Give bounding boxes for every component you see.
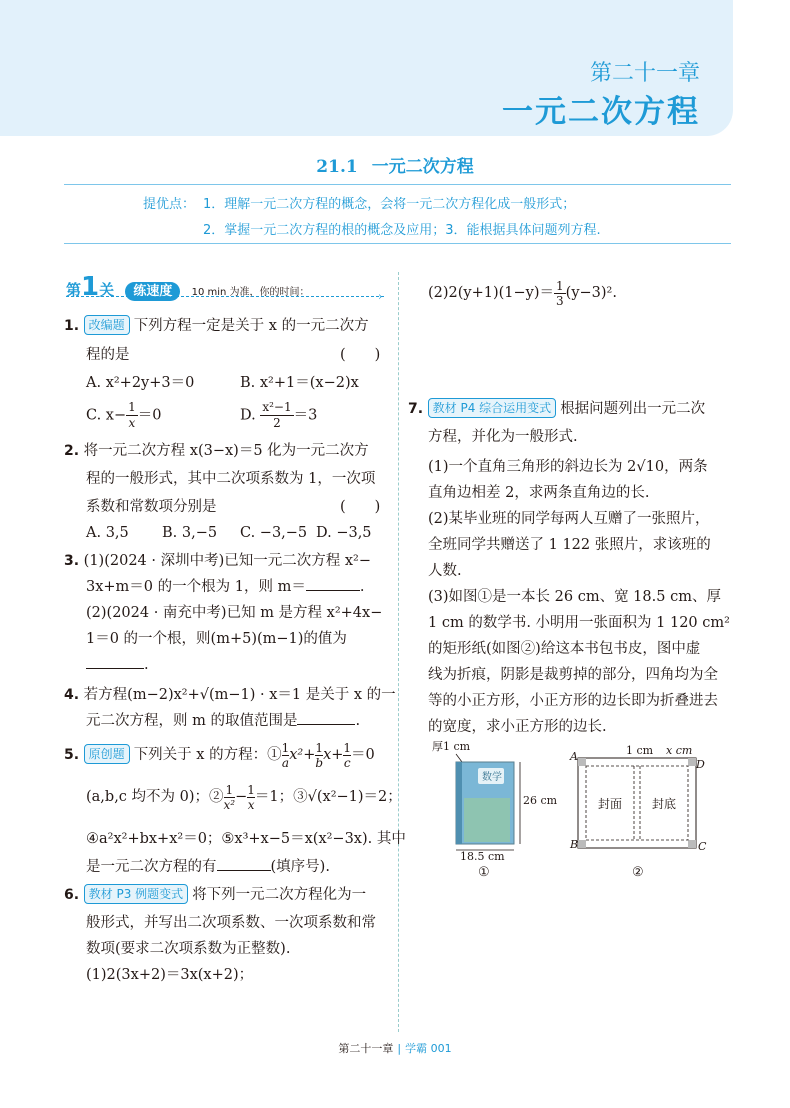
level-suffix: 关 bbox=[99, 281, 115, 299]
fig2-label: ② bbox=[632, 865, 644, 880]
q1-d-prefix: D. bbox=[240, 407, 256, 424]
q7-line-10: 的矩形纸(如图②)给这本书包书皮，图中虚 bbox=[428, 641, 701, 657]
q1-stem-2: 程的是 bbox=[86, 347, 130, 363]
fig2-point-a: A bbox=[570, 750, 578, 763]
q5-frac2-den: b bbox=[315, 755, 324, 770]
fig1-book-illustration bbox=[464, 798, 510, 842]
q1-d-num: x²−1 bbox=[262, 400, 292, 414]
q7-tag: 教材 P4 综合运用变式 bbox=[428, 398, 557, 418]
q5-line-2a: (a,b,c 均不为 0)；② bbox=[86, 789, 224, 805]
fig1-book-title: 数学 bbox=[482, 772, 502, 783]
q5-line-2c: ＝1；③√(x²−1)＝2； bbox=[254, 789, 402, 805]
q5-frac3-den: c bbox=[343, 755, 351, 770]
q5-tag: 原创题 bbox=[84, 744, 130, 764]
level-banner bbox=[66, 272, 310, 302]
q6-number: 6. bbox=[64, 887, 80, 903]
q6-frac-den: 3 bbox=[556, 293, 564, 308]
q1-option-d bbox=[240, 400, 317, 431]
q6-frac-num: 1 bbox=[556, 278, 564, 293]
fig1-thickness-leader bbox=[456, 754, 462, 762]
q6-line-5a: (2)2(y+1)(1−y)＝ bbox=[428, 285, 555, 301]
q1-option-c bbox=[86, 400, 162, 431]
q5-frac5-num: 1 bbox=[247, 782, 255, 797]
q5-frac5-den: x bbox=[247, 797, 255, 812]
q1-stem: 下列方程一定是关于 x 的一元二次方 bbox=[133, 318, 369, 334]
question-7 bbox=[408, 394, 705, 424]
q4-number: 4. bbox=[64, 687, 80, 703]
q1-d-den: 2 bbox=[273, 416, 281, 430]
q2-paren: ( ) bbox=[340, 499, 381, 515]
q6-line-5 bbox=[428, 278, 617, 308]
fig1-thickness-label: 厚1 cm bbox=[432, 740, 471, 753]
fig2-corner-bl bbox=[578, 840, 586, 848]
section-name: 一元二次方程 bbox=[371, 157, 474, 177]
fig1-width-label: 18.5 cm bbox=[460, 850, 505, 863]
q5-frac4-den: x² bbox=[223, 797, 236, 812]
q1-c-num: 1 bbox=[128, 400, 136, 414]
fig1-height-label: 26 cm bbox=[523, 794, 558, 807]
q6-line-2: 般形式，并写出二次项系数、一次项系数和常 bbox=[86, 915, 376, 931]
q1-d-suffix: ＝3 bbox=[293, 407, 318, 424]
q3-line-2b: . bbox=[359, 579, 365, 595]
question-5 bbox=[64, 740, 375, 770]
q6-line-4: (1)2(3x+2)＝3x(x+2)； bbox=[86, 967, 254, 983]
question-6 bbox=[64, 880, 366, 910]
q3-number: 3. bbox=[64, 553, 80, 569]
q5-line-2b: − bbox=[235, 789, 248, 805]
q1-tag: 改编题 bbox=[84, 315, 130, 335]
q2-option-d: D. −3,5 bbox=[316, 525, 372, 541]
q7-line-8: (3)如图①是一本长 26 cm、宽 18.5 cm、厚 bbox=[428, 589, 721, 605]
q5-line-4a: 是一元二次方程的有 bbox=[86, 859, 217, 875]
q5-line-1d: ＝0 bbox=[351, 747, 375, 763]
q2-option-c: C. −3,−5 bbox=[240, 525, 308, 541]
tip-line-2: 2．掌握一元二次方程的根的概念及应用；3．能根据具体问题列方程. bbox=[203, 223, 601, 238]
q4-line-2 bbox=[86, 706, 360, 736]
level-number: 1 bbox=[81, 272, 100, 302]
q5-line-1b: x²+ bbox=[289, 747, 316, 763]
book-cover-figure bbox=[420, 738, 740, 880]
chapter-label: 第二十一章 bbox=[589, 61, 700, 86]
q6-line-5b: (y−3)². bbox=[565, 285, 617, 301]
footer-page-number: 001 bbox=[430, 1042, 452, 1055]
q6-line-3: 数项(要求二次项系数为正整数). bbox=[86, 941, 291, 957]
q5-frac4-num: 1 bbox=[225, 782, 234, 797]
q2-line-3: 系数和常数项分别是 bbox=[86, 499, 217, 515]
q3-line-5-period: . bbox=[144, 657, 149, 673]
q2-number: 2. bbox=[64, 443, 80, 459]
q4-line-2b: . bbox=[355, 713, 361, 729]
level-underline bbox=[66, 296, 384, 297]
q7-line-6: 全班同学共赠送了 1 122 张照片，求该班的 bbox=[428, 537, 711, 553]
q7-line-7: 人数. bbox=[428, 563, 462, 579]
q3-line-1: (1)(2024 · 深圳中考)已知一元二次方程 x²− bbox=[83, 553, 372, 569]
q1-paren: ( ) bbox=[340, 347, 381, 363]
q2-option-b: B. 3,−5 bbox=[162, 525, 218, 541]
q6-line-1: 将下列一元二次方程化为一 bbox=[192, 887, 367, 903]
q5-frac3-num: 1 bbox=[343, 740, 352, 755]
fig2-point-d: D bbox=[696, 758, 705, 771]
fig1-label: ① bbox=[478, 865, 490, 880]
q5-line-4 bbox=[86, 852, 330, 882]
chapter-title: 一元二次方程 bbox=[502, 94, 700, 130]
fig2-front-label: 封面 bbox=[598, 797, 623, 811]
fig2-top-dim: 1 cm bbox=[626, 744, 654, 757]
q4-line-1: 若方程(m−2)x²+√(m−1) · x＝1 是关于 x 的一 bbox=[83, 687, 396, 703]
fig2-corner-dim: x cm bbox=[666, 744, 693, 757]
q3-blank-1[interactable] bbox=[306, 590, 360, 591]
fig2-corner-tl bbox=[578, 758, 586, 766]
q7-line-5: (2)某毕业班的同学每两人互赠了一张照片， bbox=[428, 511, 710, 527]
question-1 bbox=[64, 311, 369, 341]
q5-line-1c: x+ bbox=[323, 747, 344, 763]
q7-line-1: 根据问题列出一元二次 bbox=[560, 401, 706, 417]
q5-number: 5. bbox=[64, 747, 80, 763]
divider-top bbox=[64, 184, 731, 185]
q7-line-13: 的宽度，求小正方形的边长. bbox=[428, 719, 607, 735]
divider-bottom bbox=[64, 243, 731, 244]
q7-line-12: 等的小正方形，小正方形的边长即为折叠进去 bbox=[428, 693, 718, 709]
q5-frac1-den: a bbox=[281, 755, 289, 770]
q5-frac1-num: 1 bbox=[281, 740, 290, 755]
q3-line-4: 1＝0 的一个根，则(m+5)(m−1)的值为 bbox=[86, 631, 347, 647]
tip-label: 提优点： bbox=[143, 197, 196, 212]
q1-option-a: A. x²+2y+3＝0 bbox=[86, 375, 195, 391]
fig2-back-label: 封底 bbox=[652, 797, 677, 811]
footer-brand: 学霸 bbox=[405, 1042, 428, 1055]
level-time-note: 10 min 为准，你的时间： bbox=[191, 287, 310, 298]
q3-line-3: (2)(2024 · 南充中考)已知 m 是方程 x²+4x− bbox=[86, 605, 383, 621]
section-title bbox=[0, 152, 790, 177]
q5-blank[interactable] bbox=[217, 870, 271, 871]
section-number: 21.1 bbox=[316, 157, 358, 177]
q5-frac2-num: 1 bbox=[315, 740, 324, 755]
level-name: 练速度 bbox=[125, 282, 180, 301]
level-prefix: 第 bbox=[66, 281, 82, 299]
q7-line-2: 方程，并化为一般形式. bbox=[428, 429, 578, 445]
fig1-book-spine bbox=[456, 762, 462, 844]
q7-number: 7. bbox=[408, 401, 424, 417]
q7-line-3: (1)一个直角三角形的斜边长为 2√10，两条 bbox=[428, 459, 708, 475]
footer-chapter: 第二十一章 bbox=[338, 1042, 394, 1055]
q5-line-3: ④a²x²+bx+x²＝0；⑤x³+x−5＝x(x²−3x). 其中 bbox=[86, 831, 406, 847]
tip-line-1: 1．理解一元二次方程的概念，会将一元二次方程化成一般形式； bbox=[203, 197, 576, 212]
q7-line-9: 1 cm 的数学书. 小明用一张面积为 1 120 cm² bbox=[428, 615, 730, 631]
q4-line-2a: 元二次方程，则 m 的取值范围是 bbox=[86, 713, 298, 729]
q5-line-1a: 下列关于 x 的方程：① bbox=[133, 747, 282, 763]
q5-line-4b: (填序号). bbox=[270, 859, 330, 875]
column-divider bbox=[398, 272, 399, 1032]
q5-line-2 bbox=[86, 782, 402, 812]
q1-c-prefix: C. x− bbox=[86, 407, 127, 424]
fig2-corner-tr bbox=[688, 758, 696, 766]
q2-line-2: 程的一般形式，其中二次项系数为 1，一次项 bbox=[86, 471, 376, 487]
fig2-point-b: B bbox=[570, 838, 579, 851]
q7-line-4: 直角边相差 2，求两条直角边的长. bbox=[428, 485, 650, 501]
question-2 bbox=[64, 436, 369, 466]
q3-line-2a: 3x+m＝0 的一个根为 1，则 m＝ bbox=[86, 579, 306, 595]
q6-tag: 教材 P3 例题变式 bbox=[84, 884, 189, 904]
page-footer: 第二十一章 | 学霸 001 bbox=[338, 1042, 452, 1055]
q1-option-b: B. x²+1＝(x−2)x bbox=[240, 375, 359, 391]
q2-option-a: A. 3,5 bbox=[86, 525, 129, 541]
arrow-right-icon: › bbox=[378, 290, 383, 303]
q1-c-den: x bbox=[128, 416, 136, 430]
q4-blank[interactable] bbox=[297, 724, 355, 725]
fig2-point-c: C bbox=[698, 840, 707, 853]
q1-c-suffix: ＝0 bbox=[137, 407, 162, 424]
q3-line-5 bbox=[86, 650, 149, 680]
q3-blank-2[interactable] bbox=[86, 668, 144, 669]
fig2-paper bbox=[578, 758, 696, 848]
q1-number: 1. bbox=[64, 318, 80, 334]
q2-line-1: 将一元二次方程 x(3−x)＝5 化为一元二次方 bbox=[83, 443, 369, 459]
fig2-corner-br bbox=[688, 840, 696, 848]
q7-line-11: 线为折痕，阴影是裁剪掉的部分，四角均为全 bbox=[428, 667, 718, 683]
